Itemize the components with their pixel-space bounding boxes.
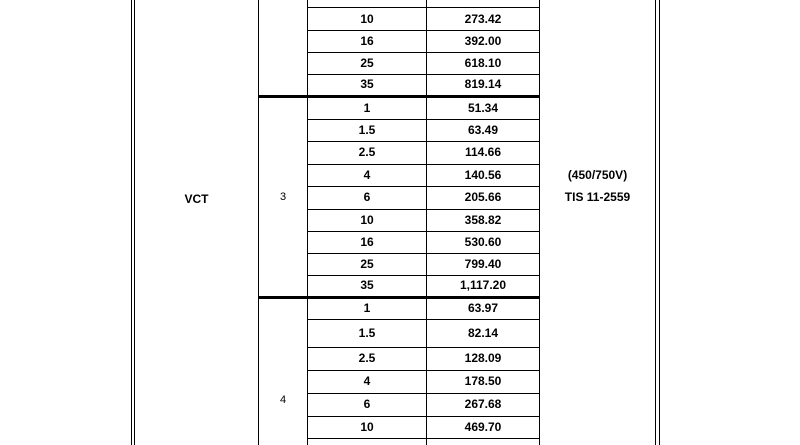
column-divider-standard-left (539, 0, 540, 445)
price-cell: 358.82 (464, 213, 502, 227)
column-divider-cores-left (258, 0, 259, 445)
size-cell: 35 (360, 77, 374, 91)
price-cell: 1,117.20 (459, 278, 507, 292)
size-cell: 1.5 (358, 123, 376, 137)
size-cell: 10 (360, 12, 374, 26)
table-border-right-inner (655, 0, 656, 445)
size-cell: 4 (363, 168, 371, 182)
table-border-right-outer (659, 0, 660, 445)
size-cell: 1 (363, 301, 371, 315)
price-cell: 114.66 (464, 145, 502, 159)
price-cell: 82.14 (467, 326, 499, 340)
price-cell: 267.68 (464, 397, 502, 411)
cable-type-label: VCT (184, 192, 209, 206)
size-cell: 1.5 (358, 326, 376, 340)
price-cell: 530.60 (464, 235, 502, 249)
price-cell: 799.40 (464, 257, 502, 271)
price-cell: 140.56 (464, 168, 502, 182)
price-cell: 819.14 (464, 77, 502, 91)
price-cell: 205.66 (464, 190, 502, 204)
standard-spec: TIS 11-2559 (564, 190, 631, 204)
price-cell: 469.70 (464, 420, 502, 434)
price-cell: 51.34 (467, 101, 499, 115)
size-cell: 2.5 (358, 351, 376, 365)
size-cell: 1 (363, 101, 371, 115)
cores-3-label: 3 (279, 191, 287, 203)
size-cell: 2.5 (358, 145, 376, 159)
row-divider (307, 438, 540, 439)
price-cell: 178.50 (464, 374, 502, 388)
price-cell: 128.09 (464, 351, 502, 365)
price-cell: 618.10 (464, 56, 502, 70)
voltage-rating: (450/750V) (567, 168, 628, 182)
size-cell: 6 (363, 397, 371, 411)
price-cell: 63.49 (467, 123, 499, 137)
size-cell: 25 (360, 257, 374, 271)
table-border-left-outer (131, 0, 132, 445)
size-cell: 4 (363, 374, 371, 388)
size-cell: 35 (360, 278, 374, 292)
size-cell: 10 (360, 213, 374, 227)
price-cell: 392.00 (464, 34, 502, 48)
price-cell: 273.42 (464, 12, 502, 26)
cores-4-label: 4 (279, 394, 287, 406)
table-border-left-inner (134, 0, 135, 445)
size-cell: 25 (360, 56, 374, 70)
size-cell: 6 (363, 190, 371, 204)
size-cell: 10 (360, 420, 374, 434)
size-cell: 16 (360, 235, 374, 249)
price-cell: 63.97 (467, 301, 499, 315)
size-cell: 16 (360, 34, 374, 48)
